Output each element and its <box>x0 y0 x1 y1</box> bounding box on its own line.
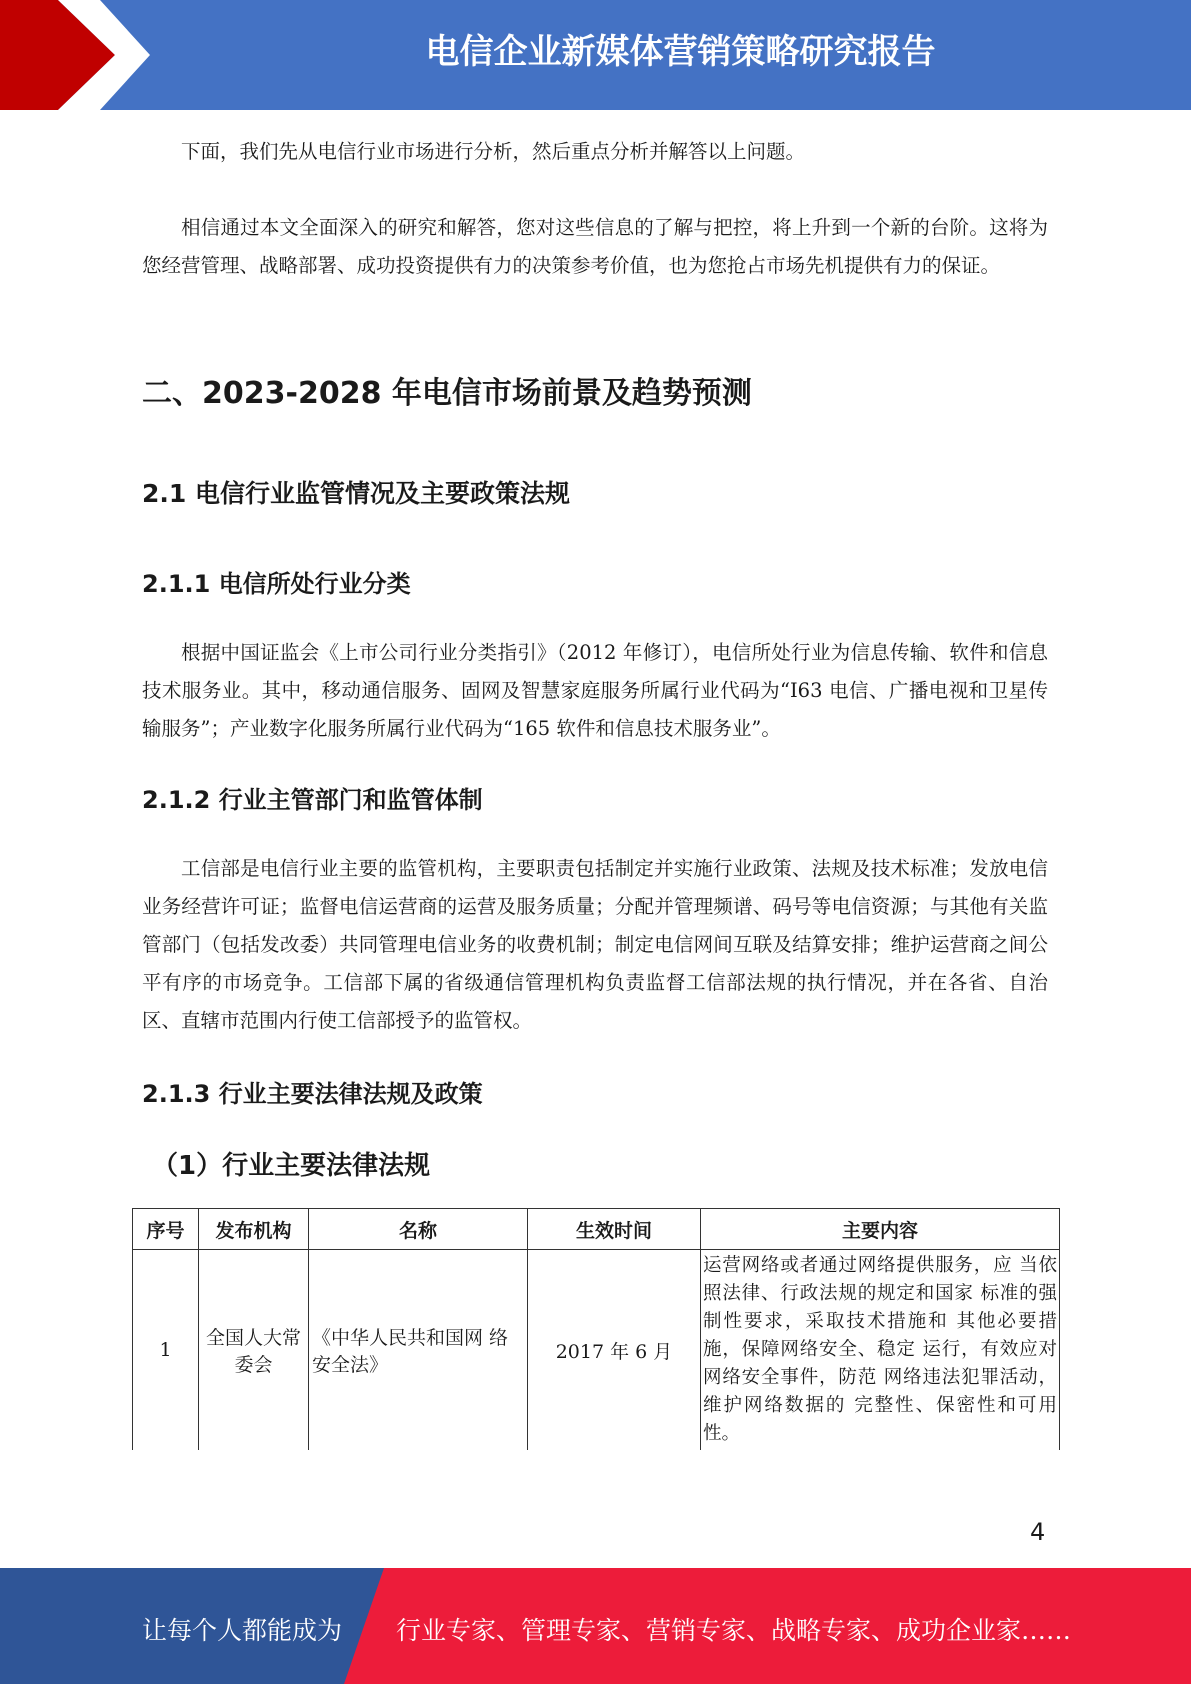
header-content: 主要内容 <box>701 1209 1060 1250</box>
page-footer <box>0 1568 1191 1684</box>
subsubsection-heading-classification: 2.1.1 电信所处行业分类 <box>142 570 411 598</box>
subsubsection-heading-regulator: 2.1.2 行业主管部门和监管体制 <box>142 786 483 814</box>
cell-content: 运营网络或者通过网络提供服务，应 当依照法律、行政法规的规定和国家 标准的强制性要求，采取技术措施和 其他必要措施，保障网络安全、稳定 运行，有效应对网络安全事件，防范 网络违法犯罪活动，维护网络数据的 完整性、保密性和可用性。 <box>701 1250 1060 1451</box>
header-org: 发布机构 <box>199 1209 309 1250</box>
cell-name: 《中华人民共和国网 络安全法》 <box>309 1250 528 1451</box>
table-row <box>133 1250 1060 1451</box>
cell-no: 1 <box>133 1250 199 1451</box>
section-heading: 二、2023-2028 年电信市场前景及趋势预测 <box>142 376 752 411</box>
footer-slogan-left: 让每个人都能成为 <box>142 1616 343 1645</box>
subsection-heading: 2.1 电信行业监管情况及主要政策法规 <box>142 479 570 508</box>
cell-date: 2017 年 6 月 <box>528 1250 701 1451</box>
header-date: 生效时间 <box>528 1209 701 1250</box>
table-header-row <box>133 1209 1060 1250</box>
laws-table <box>132 1208 1060 1450</box>
paragraph-regulator: 工信部是电信行业主要的监管机构，主要职责包括制定并实施行业政策、法规及技术标准；发放电信业务经营许可证；监督电信运营商的运营及服务质量；分配并管理频谱、码号等电信资源；与其他有关监管部门（包括发改委）共同管理电信业务的收费机制；制定电信网间互联及结算安排；维护运营商之间公平有序的市场竞争。工信部下属的省级通信管理机构负责监督工信部法规的执行情况，并在各省、自治区、直辖市范围内行使工信部授予的监管权。 <box>142 857 1048 1032</box>
table-caption: （1）行业主要法律法规 <box>152 1151 431 1181</box>
paragraph-intro: 下面，我们先从电信行业市场进行分析，然后重点分析并解答以上问题。 <box>181 140 806 163</box>
paragraph-classification: 根据中国证监会《上市公司行业分类指引》（2012 年修订），电信所处行业为信息传输、软件和信息技术服务业。其中，移动通信服务、固网及智慧家庭服务所属行业代码为“I63 电信、广播电视和卫星传输服务”；产业数字化服务所属行业代码为“165 软件和信息技术服务业”。 <box>142 641 1048 740</box>
header-title: 电信企业新媒体营销策略研究报告 <box>425 32 936 72</box>
paragraph-summary: 相信通过本文全面深入的研究和解答，您对这些信息的了解与把控，将上升到一个新的台阶。这将为您经营管理、战略部署、成功投资提供有力的决策参考价值，也为您抢占市场先机提供有力的保证。 <box>142 216 1048 277</box>
page-header <box>0 0 1191 110</box>
page-number: 4 <box>1030 1518 1046 1546</box>
header-no: 序号 <box>133 1209 199 1250</box>
footer-slogan-right: 行业专家、管理专家、营销专家、战略专家、成功企业家…… <box>396 1616 1072 1645</box>
subsubsection-heading-laws: 2.1.3 行业主要法律法规及政策 <box>142 1080 483 1108</box>
header-name: 名称 <box>309 1209 528 1250</box>
cell-org: 全国人大常委会 <box>199 1250 309 1451</box>
